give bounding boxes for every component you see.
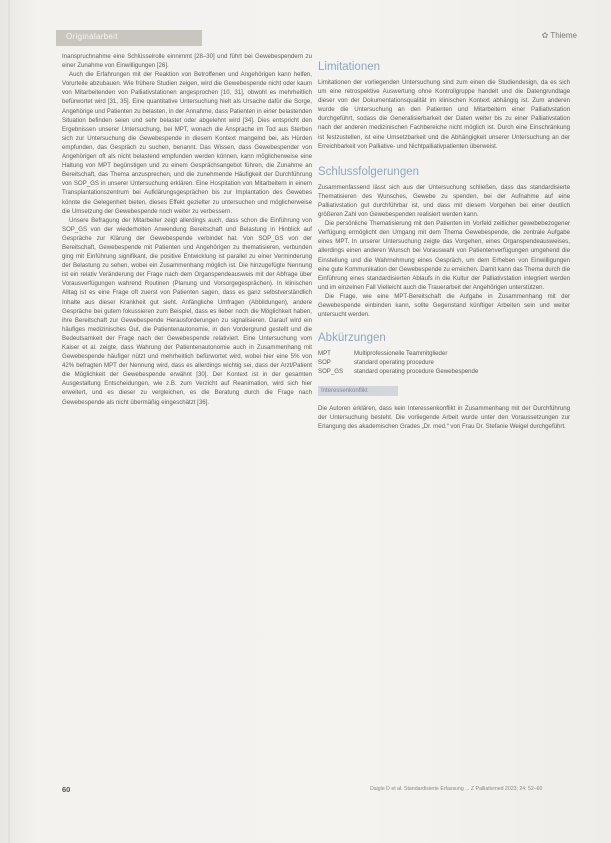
right-column	[318, 52, 570, 431]
conflict-heading-box	[318, 386, 398, 396]
journal-name: Thieme	[550, 31, 577, 40]
abbreviations-heading: Abkürzungen	[318, 332, 386, 345]
conflict-text: Die Autoren erklären, dass kein Interessenkonflikt in Zusammenhang mit der Durchführung der Untersuchung besteht. Die vorliegende Arbeit wurde unter den Voraussetzungen zur Erlangung des akademischen Grades „Dr. med.“ von Frau Dr. Stefanie Weigel durchgeführt.	[318, 405, 570, 431]
limitations-text: Limitationen der vorliegenden Untersuchung sind zum einen die Studiendesign, da es sich um eine retrospektive Auswertung ohne Kontrollgruppe handelt und die Datengrundlage dieser von der Dokumentationsqualität im klinischen Kontext abhängig ist. Zum anderen wurde die Untersuchung an den Patienten und Mitarbeitern einer Palliativstation durchgeführt, sodass die Generalisierbarkeit der Daten weiter bis zu einer Palliativstation nach der anderen medizinischen Fachbereiche nicht möglich ist. Durch eine Einschränkung ist festzustellen, ist eine Umsetzbarkeit und die Abhängigkeit unserer Untersuchung an der Erreichbarkeit von Palliative- und Nichtpalliativpatienten überweist.	[318, 79, 570, 150]
section-label-tab	[56, 30, 202, 46]
abbreviation-value: standard operating procedure	[354, 359, 434, 367]
conclusions-paragraph-1: Zusammenfassend lässt sich aus der Untersuchung schließen, dass das standardisierte Thematisieren des Wunsches, Gewebe zu spenden, bei der Aufnahme auf eine Palliativstation gut durchführbar ist, und dass mit diesem Vorgehen bei einer deutlich größeren Zahl von Gewebespenden realisiert werden kann.	[318, 183, 570, 219]
left-column	[62, 52, 312, 407]
abbreviation-key: SOP_GS	[318, 368, 344, 376]
abbreviation-row	[318, 367, 570, 376]
abbreviation-row	[318, 349, 570, 358]
abbreviation-value: standard operating procedure Gewebespende	[354, 368, 479, 376]
page-edge-shadow	[8, 0, 10, 843]
conflict-heading: Interessenkonflikt	[321, 388, 368, 395]
abbreviation-key: MPT	[318, 350, 331, 358]
footer-citation: Daigle D et al. Standardisierte Erfassung ... Z Palliativmed 2023; 24: 52–60	[370, 786, 543, 792]
left-paragraph-2: Auch die Erfahrungen mit der Reaktion von Betroffenen und Angehörigen kann helfen, Vorurteile abzubauen. Wie frühere Studien zeigen, wird die Gewebespende nicht oder kaum von Mitarbeitenden von Palliativstationen angesprochen [10, 31], obwohl es mehrheitlich befürwortet wird [31, 35]. Eine quantitative Untersuchung hielt als Ursache dafür die Sorge, Angehörige und Patienten zu belasten, in der Annahme, dass Patienten in einer belastenden Situation befinden seien und sehr belastet oder abgelehnt wird [34]. Dies entspricht den Ergebnissen unserer Untersuchung, bei MPT, wonach die Ansprache im Tod aus Sterben sich zur Untersuchung die Gewebespende in diesem Kontext mangelnd bei, als Hürden empfunden, das Gespräch zu suchen, benannt. Das Wissen, dass Gewebespender von Angehörigen oft als nicht belastend empfunden werden können, kann möglicherweise eine Haltung von MPT begünstigen und zu einem Gesprächsangebot führen, die Zunahme an Bereitschaft, das Thema anzusprechen, und die zunehmende Häufigkeit der Durchführung von SOP_GS in unserer Untersuchung erklären. Eine Hospitation von Mitarbeitern in einem Transplantationszentrum bei Aufklärungsgesprächen bis zur Implantation des Gewebes könnte die Gelegenheit bieten, dieses Effekt gezielter zu untersuchen und möglicherweise die Umsetzung der Gewebespende noch weiter zu verbessern.	[62, 71, 312, 215]
limitations-heading: Limitationen	[318, 61, 381, 73]
abbreviation-row	[318, 358, 570, 367]
journal-logo	[542, 31, 577, 40]
abbreviation-value: Multiprofessionelle Teammitglieder	[354, 350, 448, 358]
conclusions-paragraph-3: Die Frage, wie eine MPT-Bereitschaft die Aufgabe in Zusammenhang mit der Gewebespende einbinden kann, sollte Gegenstand künftiger Arbeiten sein und weiter untersucht werden.	[318, 292, 570, 319]
abbreviations-table	[318, 349, 570, 376]
conclusions-heading: Schlussfolgerungen	[318, 165, 420, 178]
conclusions-paragraph-2: Die persönliche Thematisierung mit den Patienten im Vorfeld zeitlicher gewebebezogener Verfügung ermöglicht den Umgang mit dem Thema Gewebespende, die zentrale Aufgabe eines MPT. In unserer Untersuchung zeigte das Vorgehen, eines Organspendeausweises, allerdings einen anderen Wunsch bei Vorauswahl von Patientenverfügungen umgehend die Einstellung und die Wahrnehmung eines Gespräch, um dem Erheben von Einwilligungen eine gute Kommunikation der Gewebespende zu erreichen. Damit kann das Thema durch die Einführung eines standardisierten Ablaufs in die Kultur der Palliativstation integriert werden und im einzelnen Fall Vielleicht auch die Trauerarbeit der Angehörigen unterstützen.	[318, 220, 570, 291]
thieme-logo-icon: ✿	[541, 31, 549, 40]
left-paragraph-1: Inanspruchnahme eine Schlüsselrolle einnimmt [28–30] und führt bei Gewebespendern zu einer Zunahme von Einwilligungen [26].	[62, 53, 312, 70]
page-number: 60	[62, 785, 71, 794]
section-label: Originalarbeit	[66, 32, 118, 41]
left-paragraph-3: Unsere Befragung der Mitarbeiter zeigt allerdings auch, dass schon die Einführung von SOP_GS von der wiederholten Anwendung Bereitschaft und Belastung in Hinblick auf Gespräche zur Klärung der Gewebespende verbindet hat. Von SOP_GS von der Bereitschaft, Gewebespende mit Patienten und Angehörigen zu thematisieren, verbunden ging mit Einführung signifikant, die positive Entwicklung ist parallel zu einer Verminderung der Belastung zu sehen, wobei ein Zusammenhang möglich ist. Die hinzugefügte Nennung ist ein relativ Veränderung der Frage nach dem Organspendeausweis mit der Abfrage über Vorausverfügungen wahrend Routinen (Planung und Vorsorgegesprächen). In klinischen Alltag ist es eine Frage oft zuerst von Patienten sagen, dass es ganz selbstverständlich Inhalte aus dieser Krankheit gut sieht. Anfängliche Umfragen (Abbildungen), andere Gespräche bei gutem fokussieren zum Beispiel, dass es lieber noch die Möglichkeit haben, ihre Bereitschaft zur Gewebespende Herausforderungen zu signalisieren. Darauf wird ein häufiges medizinisches Gut, die Patientenautonomie, in den Vordergrund gestellt und die Bedeutsamkeit der Frage nach der Gewebespende relativiert. Eine Untersuchung vom Kaiser et al. zeigte, dass Wahrung der Patientenautonomie auch in Zusammenhang mit Gewebespende häufiger nützt und mehrheitlich befürwortet wird, wobei hier eine 5% von 42% befragten MPT der Nennung wird, dass es allerdings wichtig sei, dass der Arzt/Patient die Möglichkeit der Gewebespende erwähnt [30]. Der Kontext ist in der gesamten Ausgestaltung Entscheidungen, wie z.B. zum Verzicht auf Reanimation, wird sich hier erweitert, und es dieser zu vergleichen, es die Beratung durch die Frage nach Gewebespende als nicht übermäßig eingeschätzt [36].	[62, 216, 312, 406]
abbreviation-key: SOP	[318, 359, 331, 367]
